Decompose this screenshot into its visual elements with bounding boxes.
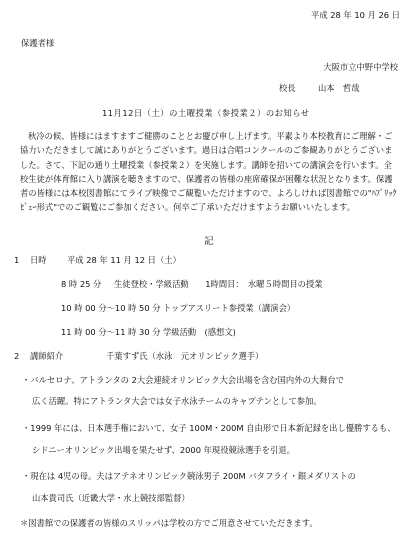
schedule-time: 8 時 25 分 <box>61 279 102 289</box>
bio-line: ・現在は 4児の母。夫はアテネオリンピック競泳男子 200M バタフライ・銀メダリストの <box>22 471 356 481</box>
schedule-time: 10 時 00 分～10 時 50 分 <box>61 303 161 313</box>
bio-line: ・1999 年には、日本選手権において、女子 100M・200M 自由形で日本新記録を出し優勝するも、 <box>22 423 396 433</box>
bio-line: 山本貴司氏（近畿大学・水上競技部監督） <box>32 493 190 503</box>
bio-line: シドニーオリンピック出場を果たせず、2000 年現役競泳選手を引退。 <box>32 445 295 455</box>
school-name: 大阪市立中野中学校 <box>323 62 398 72</box>
schedule-desc: 学級活動 (感想文) <box>163 327 236 337</box>
section1-label: 日時 <box>30 255 47 265</box>
section1-number: 1 <box>14 255 20 265</box>
principal-title: 校長 <box>279 83 296 93</box>
speaker-name: 千葉すず氏（水泳 元オリンピック選手） <box>106 351 264 361</box>
intro-line: 校生徒が体育館に入り講演を聴きますので、保護者の皆様の座席確保が困難な状況となります。保護 <box>20 173 393 184</box>
section2-number: 2 <box>14 351 20 361</box>
ki-heading: 記 <box>204 236 214 247</box>
section2-label: 講師紹介 <box>30 351 64 361</box>
recipient-line: 保護者様 <box>21 38 55 48</box>
schedule-desc: トップアスリート参授業（講演会） <box>163 303 296 313</box>
document-date: 平成 28 年 10 月 26 日 <box>311 10 400 20</box>
document-title: 11月12日（土）の土曜授業（参授業２）のお知らせ <box>102 108 310 118</box>
bio-line: ・バルセロナ、アトランタの 2大会連続オリンピック大会出場を含む国内外の大舞台で <box>22 375 344 385</box>
intro-line: 協力いただきまして誠にありがとうございます。過日は合唱コンクールのご参観ありがとうございま <box>20 145 393 156</box>
bio-line: 広く活躍。特にアトランタ大会では女子水泳チームのキャプテンとして参加。 <box>32 396 322 406</box>
intro-line: ﾋﾞｭｰ形式"でのご観覧にご参加ください。何卒ご了承いただけますようお願いいたします。 <box>20 202 356 213</box>
intro-line: 秋冷の候、皆様にはますますご健勝のこととお慶び申し上げます。平素より本校教育にご理解・ご <box>28 131 393 141</box>
principal-name: 山本 哲哉 <box>318 83 360 93</box>
intro-paragraph <box>20 129 397 215</box>
schedule-time: 11 時 00 分～11 時 30 分 <box>61 327 161 337</box>
intro-line: 者の皆様には本校図書館にてライブ映像でご観覧いただけますので、よろしければ図書館での"ﾊﾌﾞﾘｯｸ <box>20 188 397 199</box>
footer-note: ＊図書館での保護者の皆様のスリッパは学校の方でご用意させていただきます。 <box>20 518 318 528</box>
schedule-desc: 生徒登校・学級活動 1時間目： 水曜５時間目の授業 <box>114 279 323 289</box>
intro-line: した。さて、下記の通り土曜授業（参授業２）を実施します。講師を招いての講演会を行います。全 <box>20 159 392 170</box>
event-date: 平成 28 年 11 月 12 日（土） <box>67 255 181 265</box>
